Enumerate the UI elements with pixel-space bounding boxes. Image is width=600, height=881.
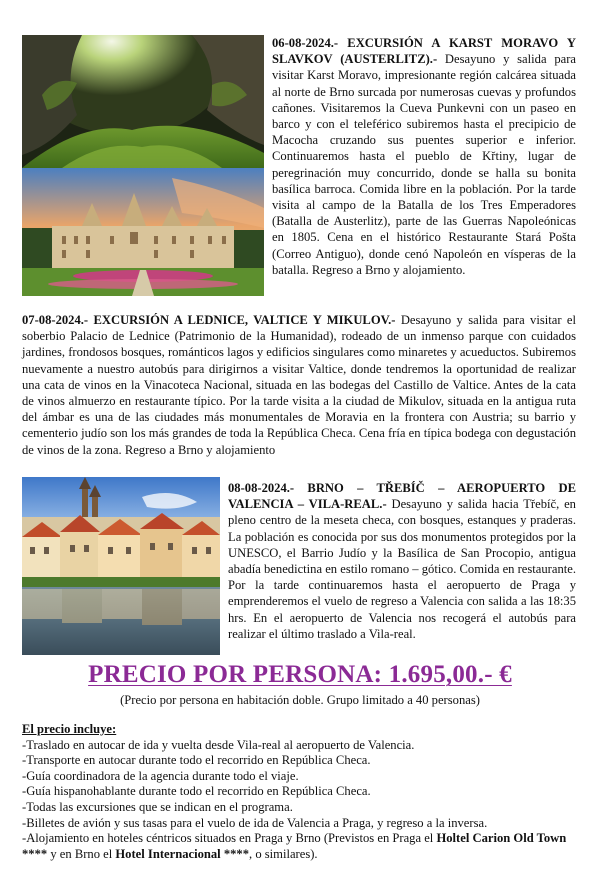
day-06-08-heading: 06-08-2024.- EXCURSIÓN A KARST MORAVO Y SLAVKOV (AUSTERLITZ).- (272, 36, 576, 67)
hotels-pre: -Alojamiento en hoteles céntricos situados en Praga y Brno (Previstos en Praga el (22, 831, 437, 846)
includes-item: -Traslado en autocar de ida y vuelta desde Vila-real al aeropuerto de Valencia. (22, 737, 415, 752)
includes-title: El precio incluye: (22, 722, 117, 736)
lednice-palace-photo (22, 168, 264, 296)
price-section (0, 660, 600, 708)
day-07-08-text: Desayuno y salida para visitar el soberbio Palacio de Lednice (Patrimonio de la Humanidad), rodeado de un inmenso parque con cuidados jardines, frondosos bosques, románticos lagos y edificios singulares como minaretes y acueductos. Subiremos nuevamente a nuestro autobús para dirigirnos a visitar Valtice, donde tendremos la oportunidad de realizar una cata de vinos en la Vinacoteca Nacional, situada en las bodegas del Castillo de Valtice. Antes de la cata de vinos almuerzo en restaurante típico. Por la tarde visita a la ciudad de Mikulov, situada en la antigua ruta del ámbar es una de las ciudades más monumentales de Moravia en la frontera con Austria; su barrio y cementerio judío son los más grandes de toda la República Checa. Cena fría en típica bodega con degustación de vinos de la zona. Regreso a Brno y alojamiento (22, 313, 576, 457)
includes-item-hotels (22, 831, 578, 862)
day-06-08-paragraph (272, 35, 576, 278)
day-08-08-paragraph (228, 480, 576, 642)
day-07-08-heading: 07-08-2024.- EXCURSIÓN A LEDNICE, VALTICE Y MIKULOV.- (22, 313, 396, 327)
includes-item: -Guía coordinadora de la agencia durante todo el viaje. (22, 768, 299, 783)
includes-item: -Todas las excursiones que se indican en el programa. (22, 799, 293, 814)
day-08-08-text: Desayuno y salida hacia Třebíč, en pleno centro de la meseta checa, con bosques, estanques y praderas. La población es conocida por sus dos monumentos protegidos por la UNESCO, el Barrio Judío y la Basílica de San Procopio, antigua abadía benedictina en estilo romano – gótico. Comida en restaurante. Por la tarde continuaremos hasta el aeropuerto de Praga y emprenderemos el vuelo de regreso a Valencia con salida a las 18:35 hrs. En el aeropuerto de Valencia nos recogerá el autobús para realizar el último traslado a Vila-real. (228, 497, 576, 641)
day-07-08-paragraph (22, 312, 576, 458)
hotels-mid: y en Brno el (47, 846, 116, 861)
hotel-brno: Hotel Internacional **** (115, 846, 250, 861)
day-06-08-text: Desayuno y salida para visitar Karst Moravo, impresionante región calcárea situada al norte de Brno surcada por numerosas cuevas y profundos cañones. Visitaremos la Cueva Punkevni con un paseo en barco y con el teleférico subiremos hasta el precipicio de Macocha cruzando sus puentes superior e inferior. Continuaremos hasta el pueblo de Křtiny, lugar de peregrinación muy concurrido, donde se halla su bonita basílica barroca. Comida libre en la población. Por la tarde visita al campo de la Batalla de los Tres Emperadores (Batalla de Austerlitz), parte de las Guerras Napoleónicas en 1805. Cena en el histórico Restaurante Stará Pošta (Correo Antiguo), donde cenó Napoleón en vísperas de la batalla. Regreso a Brno y alojamiento. (272, 52, 576, 277)
includes-item: -Guía hispanohablante durante todo el recorrido en República Checa. (22, 784, 371, 799)
price-title: PRECIO POR PERSONA: 1.695,00.- € (88, 661, 512, 688)
includes-item: -Transporte en autocar durante todo el recorrido en República Checa. (22, 753, 371, 768)
price-note: (Precio por persona en habitación doble. Grupo limitado a 40 personas) (120, 693, 480, 707)
trebic-town-photo (22, 477, 220, 655)
includes-item: -Billetes de avión y sus tasas para el vuelo de ida de Valencia a Praga, y regreso a la inversa. (22, 815, 488, 830)
hotels-post: , o similares). (249, 846, 318, 861)
price-includes-section (22, 722, 578, 862)
cave-photo (22, 35, 264, 168)
day-08-08-heading: 08-08-2024.- BRNO – TŘEBÍČ – AEROPUERTO DE VALENCIA – VILA-REAL.- (228, 481, 576, 512)
includes-list (22, 738, 578, 863)
hotel-prague: Holtel Carion Old Town **** (22, 831, 567, 861)
